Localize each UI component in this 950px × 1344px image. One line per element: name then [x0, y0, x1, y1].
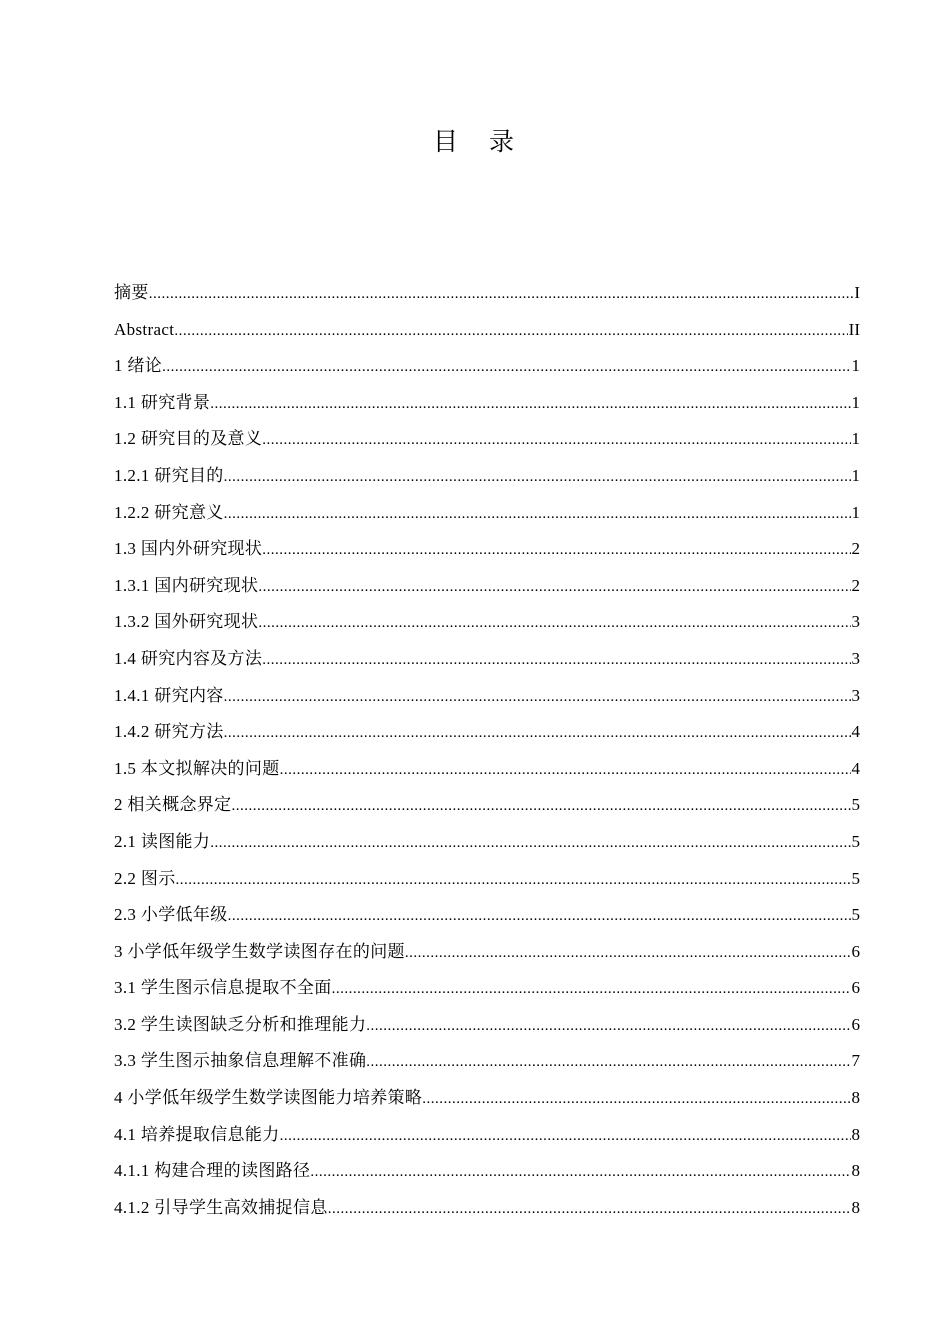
- toc-dot-leader: [210, 385, 850, 423]
- toc-entry-label: 3.1 学生图示信息提取不全面: [114, 978, 332, 998]
- toc-entry-page-number: 8: [851, 1197, 860, 1217]
- toc-entry-page-number: 7: [851, 1051, 860, 1071]
- toc-dot-leader: [210, 824, 850, 862]
- toc-entry-page-number: 2: [851, 539, 860, 559]
- toc-entry-label: 2 相关概念界定: [114, 795, 232, 815]
- toc-entry-page-number: 1: [851, 465, 860, 485]
- toc-entry[interactable]: [114, 458, 860, 495]
- toc-dot-leader: [228, 897, 851, 935]
- toc-entry-label: 1.5 本文拟解决的问题: [114, 758, 280, 778]
- toc-entry-label: 摘要: [114, 283, 149, 302]
- toc-entry[interactable]: [114, 970, 860, 1007]
- toc-entry-page-number: 5: [851, 795, 860, 815]
- toc-dot-leader: [366, 1043, 850, 1081]
- toc-entry[interactable]: [114, 531, 860, 568]
- toc-entry[interactable]: [114, 1117, 860, 1154]
- toc-entry[interactable]: [114, 678, 860, 715]
- toc-entry-label: 1.2 研究目的及意义: [114, 429, 263, 449]
- toc-entry-label: 1.4.2 研究方法: [114, 722, 224, 742]
- toc-dot-leader: [328, 1190, 851, 1228]
- toc-dot-leader: [310, 1153, 850, 1191]
- toc-entry-label: 1.4.1 研究内容: [114, 685, 224, 705]
- toc-entry-page-number: 8: [851, 1124, 860, 1144]
- toc-dot-leader: [405, 934, 851, 972]
- toc-entry-page-number: 4: [851, 758, 860, 778]
- toc-entry[interactable]: [114, 348, 860, 385]
- toc-dot-leader: [280, 751, 851, 789]
- toc-entry[interactable]: [114, 385, 860, 422]
- toc-entry-page-number: 8: [851, 1088, 860, 1108]
- toc-dot-leader: [149, 275, 854, 313]
- toc-entry-label: 3.3 学生图示抽象信息理解不准确: [114, 1051, 367, 1071]
- toc-entry[interactable]: [114, 421, 860, 458]
- toc-entry[interactable]: [114, 1043, 860, 1080]
- toc-entry[interactable]: [114, 861, 860, 898]
- toc-entry[interactable]: [114, 824, 860, 861]
- toc-dot-leader: [174, 312, 847, 350]
- toc-dot-leader: [224, 458, 851, 496]
- toc-entry-page-number: 5: [851, 831, 860, 851]
- toc-entry-page-number: 6: [851, 978, 860, 998]
- toc-entry-label: 4.1 培养提取信息能力: [114, 1124, 280, 1144]
- toc-dot-leader: [224, 495, 851, 533]
- toc-dot-leader: [231, 787, 850, 825]
- toc-entry-page-number: 1: [851, 429, 860, 449]
- toc-entry-label: 4 小学低年级学生数学读图能力培养策略: [114, 1088, 423, 1108]
- toc-entry[interactable]: [114, 495, 860, 532]
- toc-entry-label: 1.3.1 国内研究现状: [114, 575, 259, 595]
- toc-entry-label: 1.1 研究背景: [114, 392, 211, 412]
- toc-dot-leader: [332, 970, 851, 1008]
- page-title: 目 录: [432, 127, 517, 156]
- toc-entry-page-number: 5: [851, 868, 860, 888]
- toc-entry-label: 3 小学低年级学生数学读图存在的问题: [114, 941, 405, 961]
- toc-entry-page-number: 1: [851, 356, 860, 376]
- toc-entry-page-number: 1: [851, 392, 860, 412]
- toc-entry[interactable]: [114, 641, 860, 678]
- toc-entry-label: 1.4 研究内容及方法: [114, 648, 263, 668]
- toc-entry-page-number: 1: [851, 502, 860, 522]
- toc-entry-label: 4.1.1 构建合理的读图路径: [114, 1161, 311, 1181]
- toc-entry-label: Abstract: [114, 319, 175, 339]
- toc-dot-leader: [262, 641, 850, 679]
- toc-entry-label: 2.3 小学低年级: [114, 905, 228, 925]
- toc-entry-page-number: 3: [851, 685, 860, 705]
- toc-dot-leader: [262, 531, 850, 569]
- toc-dot-leader: [280, 1117, 851, 1155]
- toc-entry-label: 1.3 国内外研究现状: [114, 539, 263, 559]
- toc-entry-label: 1.2.1 研究目的: [114, 465, 224, 485]
- toc-entry-page-number: 6: [851, 941, 860, 961]
- toc-entry-label: 1.2.2 研究意义: [114, 502, 224, 522]
- toc-entry[interactable]: [114, 751, 860, 788]
- toc-entry-page-number: 3: [851, 612, 860, 632]
- toc-entry-label: 1.3.2 国外研究现状: [114, 612, 259, 632]
- toc-entry[interactable]: [114, 787, 860, 824]
- toc-entry-label: 2.1 读图能力: [114, 831, 211, 851]
- toc-dot-leader: [258, 604, 850, 642]
- toc-entry[interactable]: [114, 568, 860, 605]
- table-of-contents: [114, 275, 860, 1226]
- toc-dot-leader: [176, 861, 851, 899]
- toc-entry-page-number: 6: [851, 1014, 860, 1034]
- toc-entry[interactable]: [114, 1007, 860, 1044]
- toc-entry[interactable]: [114, 312, 860, 349]
- toc-entry[interactable]: [114, 934, 860, 971]
- toc-dot-leader: [224, 714, 851, 752]
- toc-entry-label: 4.1.2 引导学生高效捕捉信息: [114, 1197, 328, 1217]
- toc-entry[interactable]: [114, 897, 860, 934]
- toc-entry-page-number: 2: [851, 575, 860, 595]
- toc-entry[interactable]: [114, 1080, 860, 1117]
- toc-entry[interactable]: [114, 604, 860, 641]
- toc-dot-leader: [162, 348, 850, 386]
- toc-entry-label: 2.2 图示: [114, 868, 176, 888]
- toc-entry[interactable]: [114, 1153, 860, 1190]
- toc-dot-leader: [366, 1007, 850, 1045]
- toc-dot-leader: [224, 678, 851, 716]
- toc-entry[interactable]: [114, 1190, 860, 1227]
- toc-entry-page-number: I: [854, 283, 860, 302]
- toc-entry-page-number: 8: [851, 1161, 860, 1181]
- toc-entry-label: 3.2 学生读图缺乏分析和推理能力: [114, 1014, 367, 1034]
- toc-entry-page-number: 3: [851, 648, 860, 668]
- toc-entry-label: 1 绪论: [114, 356, 163, 376]
- toc-entry-page-number: 4: [851, 722, 860, 742]
- toc-entry[interactable]: [114, 714, 860, 751]
- toc-dot-leader: [258, 568, 850, 606]
- toc-dot-leader: [422, 1080, 850, 1118]
- toc-dot-leader: [262, 421, 850, 459]
- toc-entry-page-number: 5: [851, 905, 860, 925]
- toc-entry-page-number: II: [848, 319, 860, 339]
- toc-entry[interactable]: [114, 275, 860, 312]
